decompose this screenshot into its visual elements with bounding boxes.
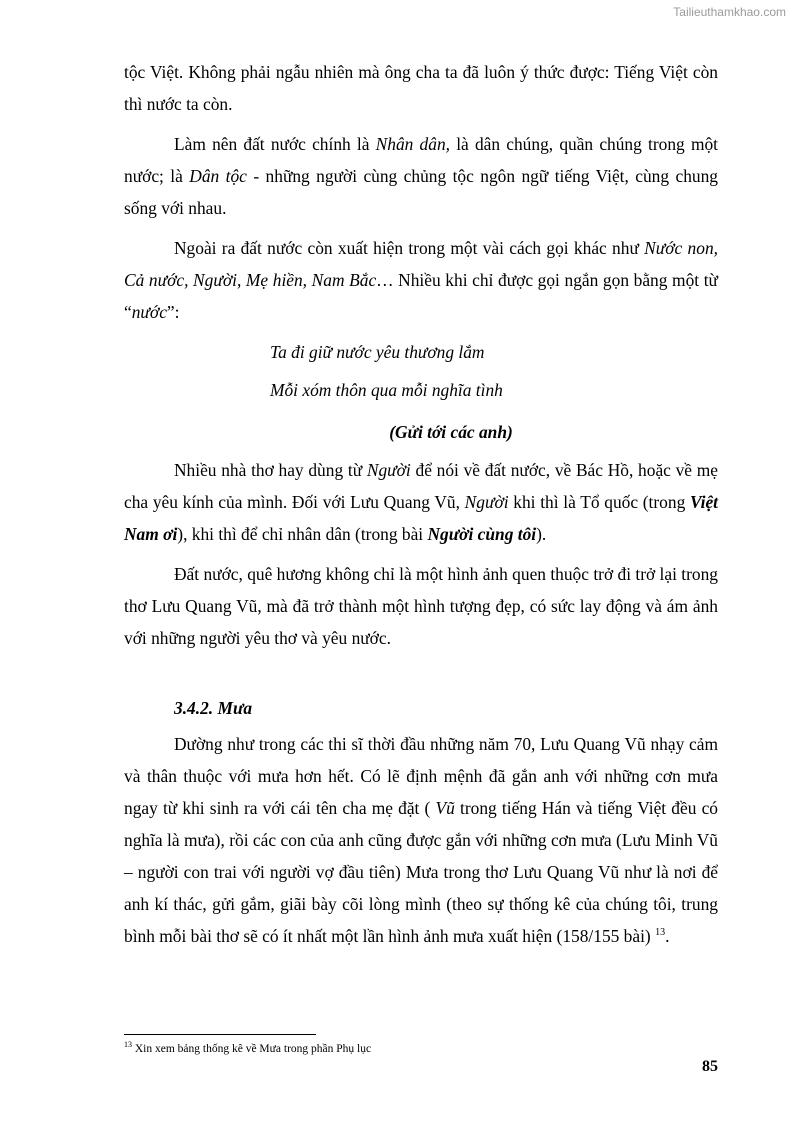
paragraph-1: tộc Việt. Không phải ngẫu nhiên mà ông cha ta đã luôn ý thức được: Tiếng Việt còn thì nước ta còn.: [124, 62, 718, 114]
footnote-text: Xin xem bảng thống kê về Mưa trong phần Phụ lục: [132, 1043, 372, 1055]
italic-term: Người: [366, 460, 411, 480]
text: ).: [536, 524, 547, 544]
poem-title: Việt Nam ơi: [124, 492, 718, 544]
italic-term: Nước non, Cả nước, Người, Mẹ hiền, Nam Bắc: [124, 238, 718, 290]
poem-title: Người cùng tôi: [427, 524, 537, 544]
text: là dân chúng, quần chúng trong một nước; là: [124, 134, 718, 186]
italic-term: Dân tộc: [189, 166, 247, 186]
italic-term: Nhân dân,: [375, 134, 450, 154]
footnote-ref[interactable]: 13: [655, 927, 666, 939]
text: trong tiếng Hán và tiếng Việt đều có nghĩa là mưa), rồi các con của anh cũng được gắn với những cơn mưa (Lưu Minh Vũ – người con trai với người vợ đầu tiên) Mưa trong thơ Lưu Quang Vũ như là nơi để anh kí thác, gửi gắm, giãi bày cõi lòng mình (theo sự thống kê của chúng tôi, trung bình mỗi bài thơ sẽ có ít nhất một lần hình ảnh mưa xuất hiện (158/155 bài): [124, 798, 718, 946]
text: Ngoài ra đất nước còn xuất hiện trong một vài cách gọi khác như: [174, 238, 645, 258]
verse-line-1: Ta đi giữ nước yêu thương lắm: [270, 342, 485, 362]
verse-source: (Gửi tới các anh): [389, 422, 513, 442]
paragraph-2: [124, 128, 718, 224]
section-heading: 3.4.2. Mưa: [174, 698, 253, 718]
footnote-number: 13: [124, 1040, 132, 1050]
paragraph-3: [124, 232, 718, 328]
text: .: [665, 926, 670, 946]
italic-term: nước: [131, 302, 167, 322]
watermark: Tailieuthamkhao.com: [673, 5, 786, 19]
italic-term: Người: [464, 492, 509, 512]
text: Dường như trong các thi sĩ thời đầu những năm 70, Lưu Quang Vũ nhạy cảm và thân thuộc với mưa hơn hết. Có lẽ định mệnh đã gắn anh với những cơn mưa ngay từ khi sinh ra với cái tên cha mẹ đặt (: [124, 734, 718, 818]
text: để nói về đất nước, về Bác Hồ, hoặc về mẹ cha yêu kính của mình. Đối với Lưu Quang Vũ,: [124, 460, 718, 512]
text: Nhiều nhà thơ hay dùng từ: [174, 460, 367, 480]
page-number: 85: [702, 1058, 718, 1075]
text: Làm nên đất nước chính là: [174, 134, 376, 154]
text: - những người cùng chủng tộc ngôn ngữ tiếng Việt, cùng chung sống với nhau.: [124, 166, 719, 218]
page-body: [124, 56, 718, 960]
footnote: [124, 1042, 371, 1056]
text: ”:: [166, 302, 180, 322]
italic-term: Vũ: [435, 798, 455, 818]
text: ), khi thì để chỉ nhân dân (trong bài: [177, 524, 428, 544]
footnote-divider: [124, 1034, 316, 1035]
paragraph-5: Đất nước, quê hương không chỉ là một hình ảnh quen thuộc trở đi trở lại trong thơ Lưu Quang Vũ, mà đã trở thành một hình tượng đẹp, có sức lay động và ám ảnh với những người yêu thơ và yêu nước.: [124, 564, 718, 648]
verse-line-2: Mỗi xóm thôn qua mỗi nghĩa tình: [270, 380, 503, 400]
paragraph-6: [124, 728, 718, 952]
paragraph-4: [124, 454, 718, 550]
text: … Nhiều khi chỉ được gọi ngắn gọn bằng một từ “: [124, 270, 718, 322]
text: khi thì là Tổ quốc (trong: [508, 492, 690, 512]
